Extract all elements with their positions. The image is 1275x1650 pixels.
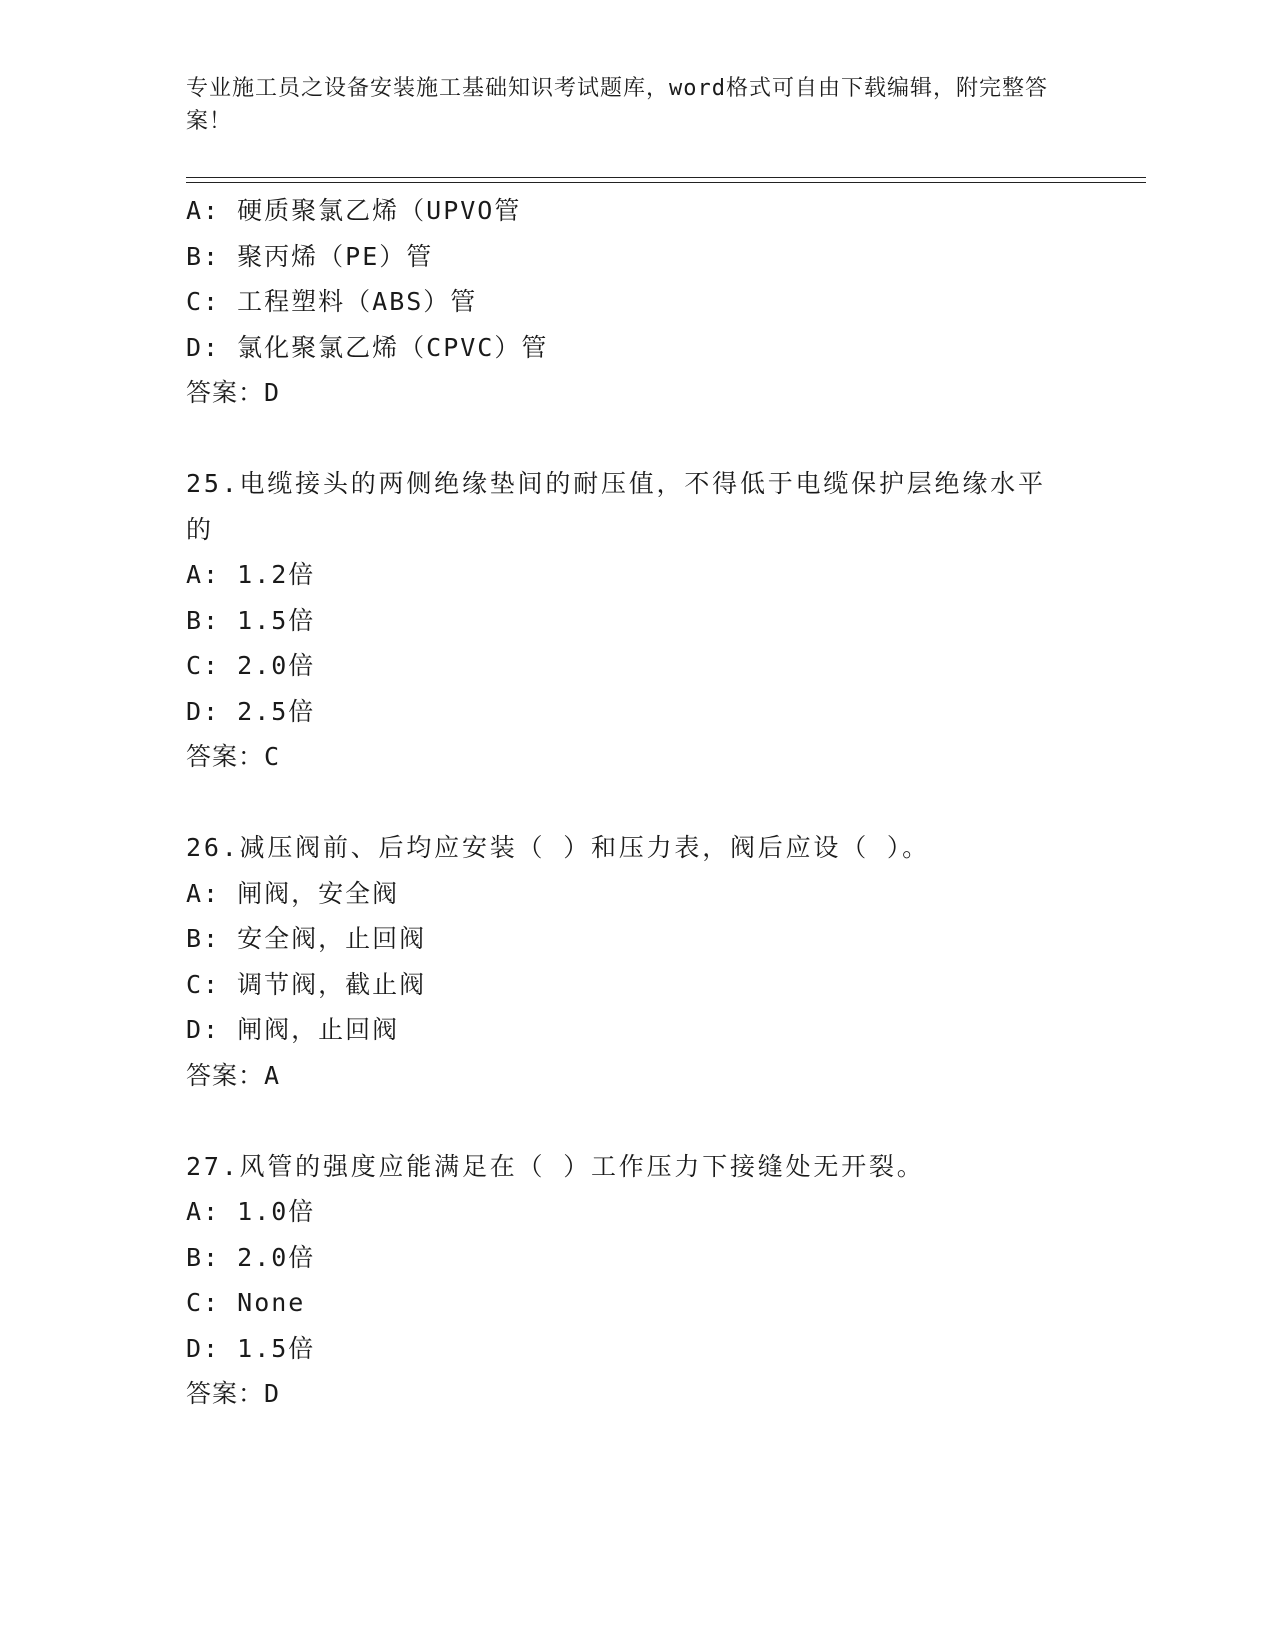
spacer [186,1098,1086,1144]
option-b: B: 1.5倍 [186,605,316,635]
option-d: D: 氯化聚氯乙烯（CPVC）管 [186,332,549,362]
question-26 [186,825,1086,1098]
option-d: D: 1.5倍 [186,1333,316,1363]
option-d: D: 2.5倍 [186,696,316,726]
question-text: 25.电缆接头的两侧绝缘垫间的耐压值，不得低于电缆保护层绝缘水平的 [186,469,1046,544]
option-d: D: 闸阀，止回阀 [186,1015,400,1044]
question-text: 27.风管的强度应能满足在（ ）工作压力下接缝处无开裂。 [186,1151,925,1181]
header-divider-top [186,177,1146,178]
option-b: B: 2.0倍 [186,1242,316,1272]
option-c: C: 2.0倍 [186,651,316,680]
answer-line: 答案：A [186,1060,281,1090]
option-a: A: 闸阀，安全阀 [186,878,400,908]
option-a: A: 硬质聚氯乙烯（UPVO管 [186,196,522,225]
option-b: B: 聚丙烯（PE）管 [186,241,434,271]
question-27 [186,1144,1086,1417]
option-c: C: 工程塑料（ABS）管 [186,287,478,316]
header-divider-bottom [186,182,1146,183]
option-c: C: None [186,1288,306,1317]
option-c: C: 调节阀，截止阀 [186,969,427,999]
option-a: A: 1.0倍 [186,1197,316,1226]
option-b: B: 安全阀，止回阀 [186,924,427,953]
answer-line: 答案：C [186,742,281,771]
option-a: A: 1.2倍 [186,560,316,589]
question-text: 26.减压阀前、后均应安装（ ）和压力表，阀后应设（ ）。 [186,833,930,862]
answer-line: 答案：D [186,378,281,407]
question-list [186,188,1086,1417]
spacer [186,780,1086,826]
question-24 [186,188,1086,416]
question-25 [186,461,1086,780]
answer-line: 答案：D [186,1379,281,1408]
spacer [186,416,1086,462]
document-header: 专业施工员之设备安装施工基础知识考试题库，word格式可自由下载编辑，附完整答案！ [186,76,1048,134]
